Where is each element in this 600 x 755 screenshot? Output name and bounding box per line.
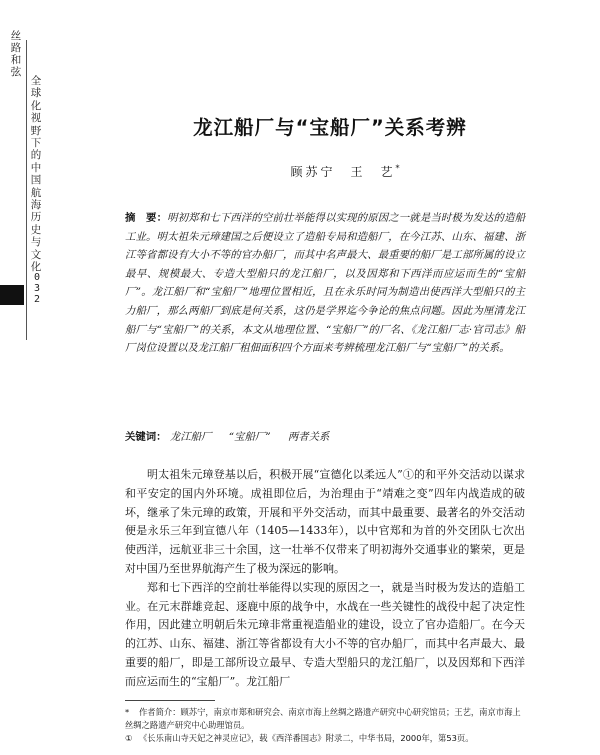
- footnote-mark: ①: [125, 733, 133, 743]
- footnote: [125, 732, 525, 745]
- body-paragraph: 明太祖朱元璋登基以后，积极开展“宣德化以柔远人”①的和平外交活动以谋求和平安定的国内外环境。成祖即位后，为治理由于“靖难之变”四年内战造成的破坏，继承了朱元璋的政策，开展和平外交活动，而其中最重要、最著名的外交活动便是永乐三年到宣德八年（1405—1433年），以中官郑和为首的外交团队七次出使西洋，远航亚非三十余国，这一壮举不仅带来了明初海外交通事业的繁荣，更是对中国乃至世界航海产生了极为深远的影响。: [125, 468, 525, 575]
- article-title: 龙江船厂与“宝船厂”关系考辨: [193, 116, 467, 139]
- article-authors: [220, 163, 470, 180]
- footnote-divider: [125, 700, 215, 701]
- keywords: [125, 428, 525, 443]
- keyword: 两者关系: [287, 431, 330, 443]
- page-edge-tab: [0, 285, 24, 305]
- footnote: [125, 706, 525, 731]
- abstract-text: 明初郑和七下西洋的空前壮举能得以实现的原因之一就是当时极为发达的造船工业。明太祖朱元璋建国之后便设立了造船专局和造船厂，在今江苏、山东、福建、浙江等省都设有大小不等的官办船厂，而其中名声最大、最重要的船厂是工部所属的设立最早、规模最大、专造大型船只的龙江船厂，以及因郑和下西洋而应运而生的“宝船厂”。龙江船厂和“宝船厂”地理位置相近，且在永乐时同为制造出使西洋大型船只的主力船厂，那么两船厂到底是何关系，这仍是学界迄今争论的焦点问题。因此为厘清龙江船厂与“宝船厂”的关系，本文从地理位置、“宝船厂”的厂名、《龙江船厂志·官司志》船厂岗位设置以及龙江船厂租佃面积四个方面来考辨梳理龙江船厂与“宝船厂”的关系。: [125, 212, 526, 355]
- footnote-text: 作者简介：顾苏宁，南京市郑和研究会、南京市海上丝绸之路遗产研究中心研究馆员；王艺，南京市海上丝绸之路遗产研究中心助理馆员。: [125, 707, 521, 730]
- author-names: 顾苏宁 王 艺: [290, 165, 396, 179]
- journal-topic-title: 全球化视野下的中国航海历史与文化: [30, 75, 42, 274]
- abstract-label: 摘 要：: [125, 212, 168, 224]
- footnote-mark: *: [125, 707, 130, 717]
- footnotes: [125, 706, 525, 746]
- article-body: [125, 466, 525, 692]
- abstract: [125, 209, 525, 358]
- journal-series-title: 丝路和弦: [10, 30, 22, 78]
- margin-divider: [26, 40, 27, 340]
- page-number: 032: [33, 272, 41, 305]
- author-footnote-mark: *: [395, 164, 400, 173]
- keyword: 龙江船厂: [169, 431, 212, 443]
- body-paragraph: 郑和七下西洋的空前壮举能得以实现的原因之一，就是当时极为发达的造船工业。在元末群雄竞起、逐鹿中原的战争中，水战在一些关键性的战役中起了决定性作用，因此建立明朝后朱元璋非常重视造船业的建设，设立了官办造船厂。在今天的江苏、山东、福建、浙江等省都设有大小不等的官办船厂，而其中名声最大、最重要的船厂，即是工部所设立最早、专造大型船只的龙江船厂，以及因郑和下西洋而应运而生的“宝船厂”。龙江船厂: [125, 580, 525, 688]
- keywords-label: 关键词：: [125, 431, 167, 443]
- footnote-text: 《长乐南山寺天妃之神灵应记》，载《西洋番国志》附录二，中华书局，2000年，第53页。: [139, 733, 474, 743]
- keyword: “宝船厂”: [228, 431, 271, 443]
